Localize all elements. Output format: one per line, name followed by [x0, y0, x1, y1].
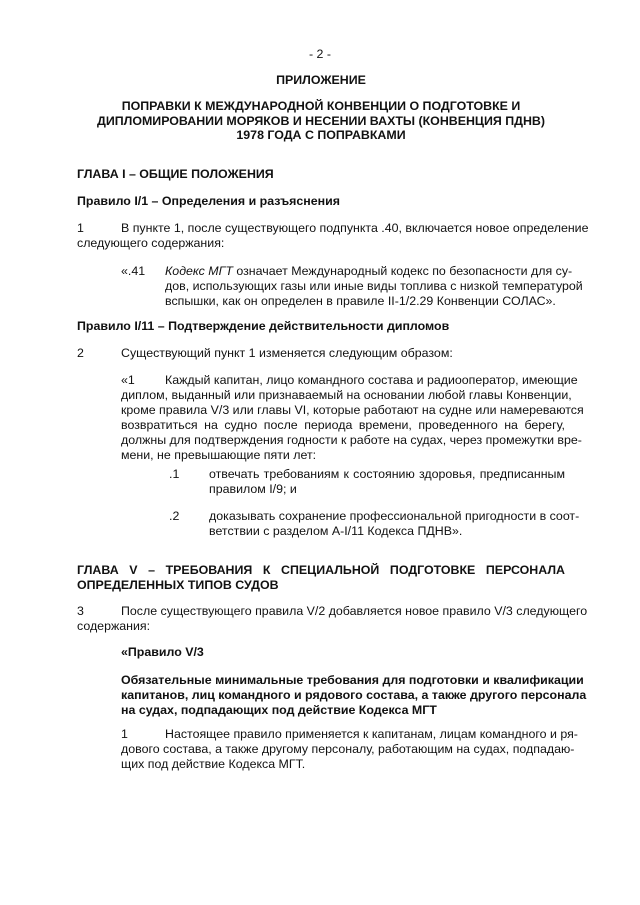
paragraph-line: следующего содержания:: [77, 236, 225, 250]
subparagraph-line: ветствии с разделом A-I/11 Кодекса ПДНВ».: [209, 524, 463, 538]
chapter-heading-line: ОПРЕДЕЛЕННЫХ ТИПОВ СУДОВ: [77, 578, 279, 592]
rule-1-11-heading: Правило I/11 – Подтверждение действительности дипломов: [77, 319, 450, 333]
quote-number: «1: [121, 373, 135, 387]
paragraph-number: 1: [121, 727, 128, 741]
subparagraph-line: правилом I/9; и: [209, 482, 297, 496]
paragraph-number: 2: [77, 346, 84, 360]
title-line: 1978 ГОДА С ПОПРАВКАМИ: [236, 128, 406, 142]
paragraph-number: 3: [77, 604, 84, 618]
paragraph-line: После существующего правила V/2 добавляется новое правило V/3 следующего: [121, 604, 588, 618]
paragraph-line: В пункте 1, после существующего подпункта .40, включается новое определение: [121, 221, 589, 235]
paragraph-line: Существующий пункт 1 изменяется следующим образом:: [121, 346, 453, 360]
page-number: - 2 -: [308, 47, 332, 61]
paragraph-line: дового состава, а также другому персоналу, работающим на судах, подпадаю-: [121, 742, 575, 756]
subparagraph-number: .1: [169, 467, 180, 481]
rule-v3-heading: «Правило V/3: [121, 645, 204, 659]
chapter-1-heading: ГЛАВА I – ОБЩИЕ ПОЛОЖЕНИЯ: [77, 167, 274, 181]
paragraph-line: содержания:: [77, 619, 151, 633]
definition-text: означает Международный кодекс по безопасности для су-: [232, 264, 573, 278]
quote-line: кроме правила V/3 или главы VI, которые работают на судне или намереваются: [121, 403, 584, 417]
rule-v3-title: [121, 673, 587, 718]
title-line: ДИПЛОМИРОВАНИИ МОРЯКОВ И НЕСЕНИИ ВАХТЫ (КОНВЕНЦИЯ ПДНВ): [97, 113, 545, 128]
chapter-5-heading: [77, 563, 565, 593]
rule-title-line: капитанов, лиц командного и рядового состава, а также другого персонала: [121, 688, 587, 702]
rule-1-1-heading: Правило I/1 – Определения и разъяснения: [77, 194, 340, 208]
defined-term: Кодекс МГТ: [165, 264, 233, 278]
chapter-heading-line: ГЛАВА V – ТРЕБОВАНИЯ К СПЕЦИАЛЬНОЙ ПОДГОТОВКЕ ПЕРСОНАЛА: [77, 563, 565, 577]
subparagraph-line: доказывать сохранение профессиональной пригодности в соот-: [209, 509, 580, 523]
quote-line: Каждый капитан, лицо командного состава и радиооператор, имеющие: [165, 373, 578, 387]
quote-line: мени, не превышающие пяти лет:: [121, 448, 317, 462]
document-title: [76, 99, 566, 143]
rule-title-line: на судах, подпадающих под действие Кодекса МГТ: [121, 703, 437, 717]
paragraph-number: 1: [77, 221, 84, 235]
rule-title-line: Обязательные минимальные требования для подготовки и квалификации: [121, 673, 584, 687]
paragraph-line: Настоящее правило применяется к капитанам, лицам командного и ря-: [165, 727, 578, 741]
definition-number: «.41: [121, 264, 146, 278]
quote-line: диплом, выданный или признаваемый на основании любой главы Конвенции,: [121, 388, 572, 402]
subparagraph-line: отвечать требованиям к состоянию здоровья, предписанным: [209, 467, 565, 481]
definition-line: дов, использующих газы или иные виды топлива с низкой температурой: [165, 279, 583, 293]
annex-title: ПРИЛОЖЕНИЕ: [276, 73, 366, 87]
quote-line: должны для подтверждения годности к работе на судах, через промежутки вре-: [121, 433, 582, 447]
quote-line: возвратиться на судно после периода времени, проведенного на берегу,: [121, 418, 565, 432]
definition-line: [165, 264, 572, 279]
paragraph-line: щих под действие Кодекса МГТ.: [121, 757, 306, 771]
title-line: ПОПРАВКИ К МЕЖДУНАРОДНОЙ КОНВЕНЦИИ О ПОДГОТОВКЕ И: [121, 99, 521, 113]
definition-line: вспышки, как он определен в правиле II-1/2.29 Конвенции СОЛАС».: [165, 294, 556, 308]
subparagraph-number: .2: [169, 509, 180, 523]
